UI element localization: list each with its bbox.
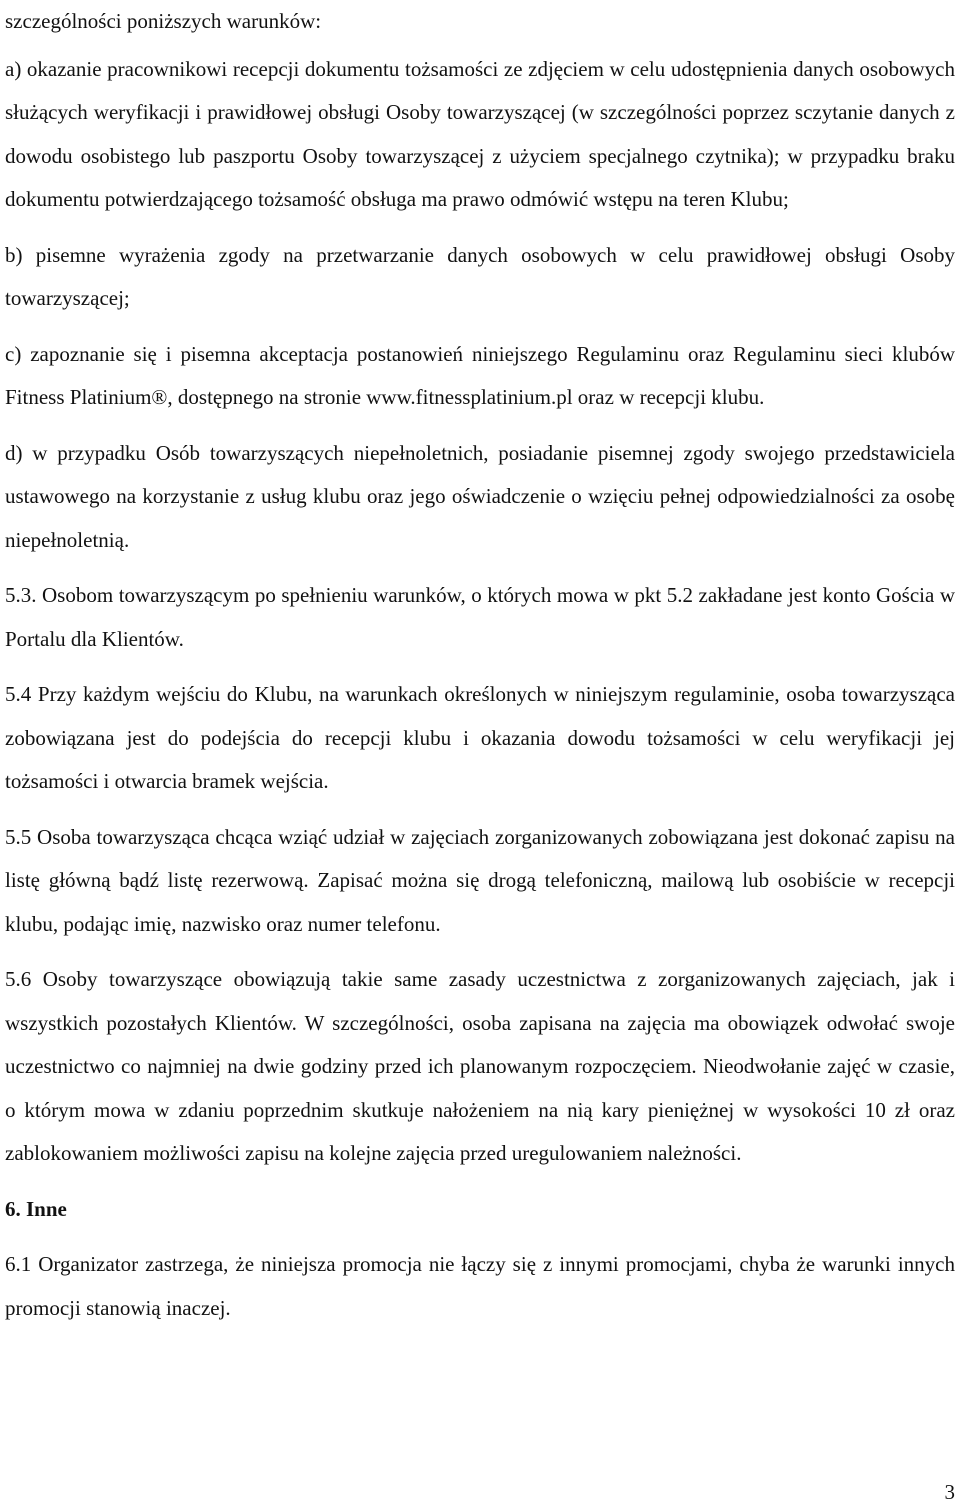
clause-5-4: 5.4 Przy każdym wejściu do Klubu, na warunkach określonych w niniejszym regulaminie, osoba towarzysząca zobowiązana jest do podejścia do recepcji klubu i okazania dowodu tożsamości w celu weryfikacji jej tożsamości i otwarcia bramek wejścia. xyxy=(5,682,955,793)
clause-5-6: 5.6 Osoby towarzyszące obowiązują takie same zasady uczestnictwa z zorganizowanych zajęciach, jak i wszystkich pozostałych Klientów. W szczególności, osoba zapisana na zajęcia ma obowiązek odwołać swoje uczestnictwo co najmniej na dwie godziny przed ich planowanym rozpoczęciem. Nieodwołanie zajęć w czasie, o którym mowa w zdaniu poprzednim skutkuje nałożeniem na nią kary pieniężnej w wysokości 10 zł oraz zablokowaniem możliwości zapisu na kolejne zajęcia przed uregulowaniem należności. xyxy=(5,967,955,1165)
section-heading-inne: 6. Inne xyxy=(5,1196,67,1221)
intro-text: szczególności poniższych warunków: xyxy=(5,9,322,33)
document-page xyxy=(5,0,955,1342)
condition-c: c) zapoznanie się i pisemna akceptacja postanowień niniejszego Regulaminu oraz Regulaminu sieci klubów Fitness Platinium®, dostępnego na stronie www.fitnessplatinium.pl oraz w recepcji klubu. xyxy=(5,341,955,409)
condition-d: d) w przypadku Osób towarzyszących niepełnoletnich, posiadanie pisemnej zgody swojego przedstawiciela ustawowego na korzystanie z usług klubu oraz jego oświadczenie o wzięciu pełnej odpowiedzialności za osobę niepełnoletnią. xyxy=(5,440,955,552)
condition-b: b) pisemne wyrażenia zgody na przetwarzanie danych osobowych w celu prawidłowej obsługi Osoby towarzyszącej; xyxy=(5,242,955,310)
clause-5-3: 5.3. Osobom towarzyszącym po spełnieniu warunków, o których mowa w pkt 5.2 zakładane jest konto Gościa w Portalu dla Klientów. xyxy=(5,583,955,651)
clause-6-1: 6.1 Organizator zastrzega, że niniejsza promocja nie łączy się z innymi promocjami, chyba że warunki innych promocji stanowią inaczej. xyxy=(5,1252,955,1320)
page-number: 3 xyxy=(944,1480,955,1504)
clause-5-5: 5.5 Osoba towarzysząca chcąca wziąć udział w zajęciach zorganizowanych zobowiązana jest dokonać zapisu na listę główną bądź listę rezerwową. Zapisać można się drogą telefoniczną, mailową lub osobiście w recepcji klubu, podając imię, nazwisko oraz numer telefonu. xyxy=(5,824,955,936)
condition-a: a) okazanie pracownikowi recepcji dokumentu tożsamości ze zdjęciem w celu udostępnienia danych osobowych służących weryfikacji i prawidłowej obsługi Osoby towarzyszącej (w szczególności poprzez sczytanie danych z dowodu osobistego lub paszportu Osoby towarzyszącej z użyciem specjalnego czytnika); w przypadku braku dokumentu potwierdzającego tożsamość obsługa ma prawo odmówić wstępu na teren Klubu; xyxy=(5,56,955,211)
